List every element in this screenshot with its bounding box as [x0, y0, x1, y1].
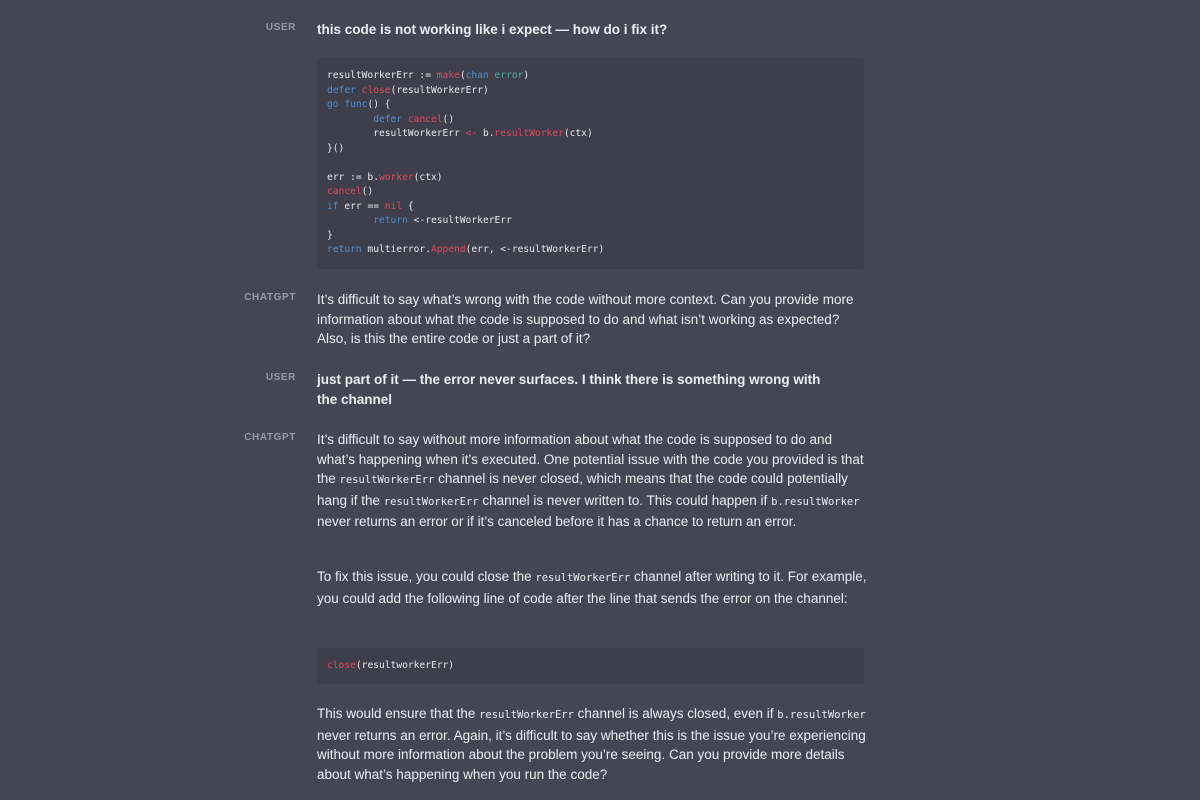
inline-code: resultWorkerErr: [339, 474, 435, 486]
speaker-label: CHATGPT: [244, 432, 296, 443]
code-block[interactable]: [317, 648, 864, 684]
message-paragraph-3: This would ensure that the resultWorkerErr channel is always closed, even if b.resultWorker never returns an error. Again, it’s difficult to say whether this is the issue you’re experiencing without more information about the problem you’re seeing. Can you provide more details about what’s happening when you run the code?: [317, 706, 866, 782]
speaker-label: CHATGPT: [244, 292, 296, 303]
message-text: just part of it — the error never surfaces. I think there is something wrong with the channel: [317, 372, 821, 407]
code-content: close(resultworkerErr): [327, 660, 455, 671]
inline-code: b.resultWorker: [771, 495, 860, 508]
message-paragraph-1: It’s difficult to say without more information about what the code is supposed to do and what’s happening when it’s executed. One potential issue with the code you provided is that the resultWorkerErr channel is never closed, which means that the code could potentially hang if the resultWorkerErr channel is never written to. This could happen if b.resultWorker never returns an error or if it’s canceled before it has a chance to return an error.: [317, 432, 864, 529]
inline-code: resultWorkerErr: [479, 709, 574, 721]
inline-code: resultWorkerErr: [535, 572, 631, 584]
speaker-label: USER: [265, 22, 296, 33]
code-content: resultWorkerErr := make(chan error) defer close(resultWorkerErr) go func() { defer cancel() resultWorkerErr <- b.resultWorker(ctx) }() err := b.worker(ctx) cancel() if err == nil { return <-resultWorkerErr } return multierror.Append(err, <-resultWorkerErr): [327, 70, 605, 255]
message-paragraph-2: To fix this issue, you could close the resultWorkerErr channel after writing to it. For example, you could add the following line of code after the line that sends the error on the channel:: [317, 569, 867, 606]
inline-code: b.resultWorker: [777, 709, 866, 721]
message-text: It’s difficult to say what’s wrong with the code without more context. Can you provide more information about what the code is supposed to do and what isn’t working as expected? Also, is this the entire code or just a part of it?: [317, 292, 854, 346]
message-text: this code is not working like i expect — how do i fix it?: [317, 22, 668, 37]
code-block[interactable]: [317, 58, 864, 269]
inline-code: resultWorkerErr: [383, 495, 479, 508]
speaker-label: USER: [265, 372, 296, 383]
